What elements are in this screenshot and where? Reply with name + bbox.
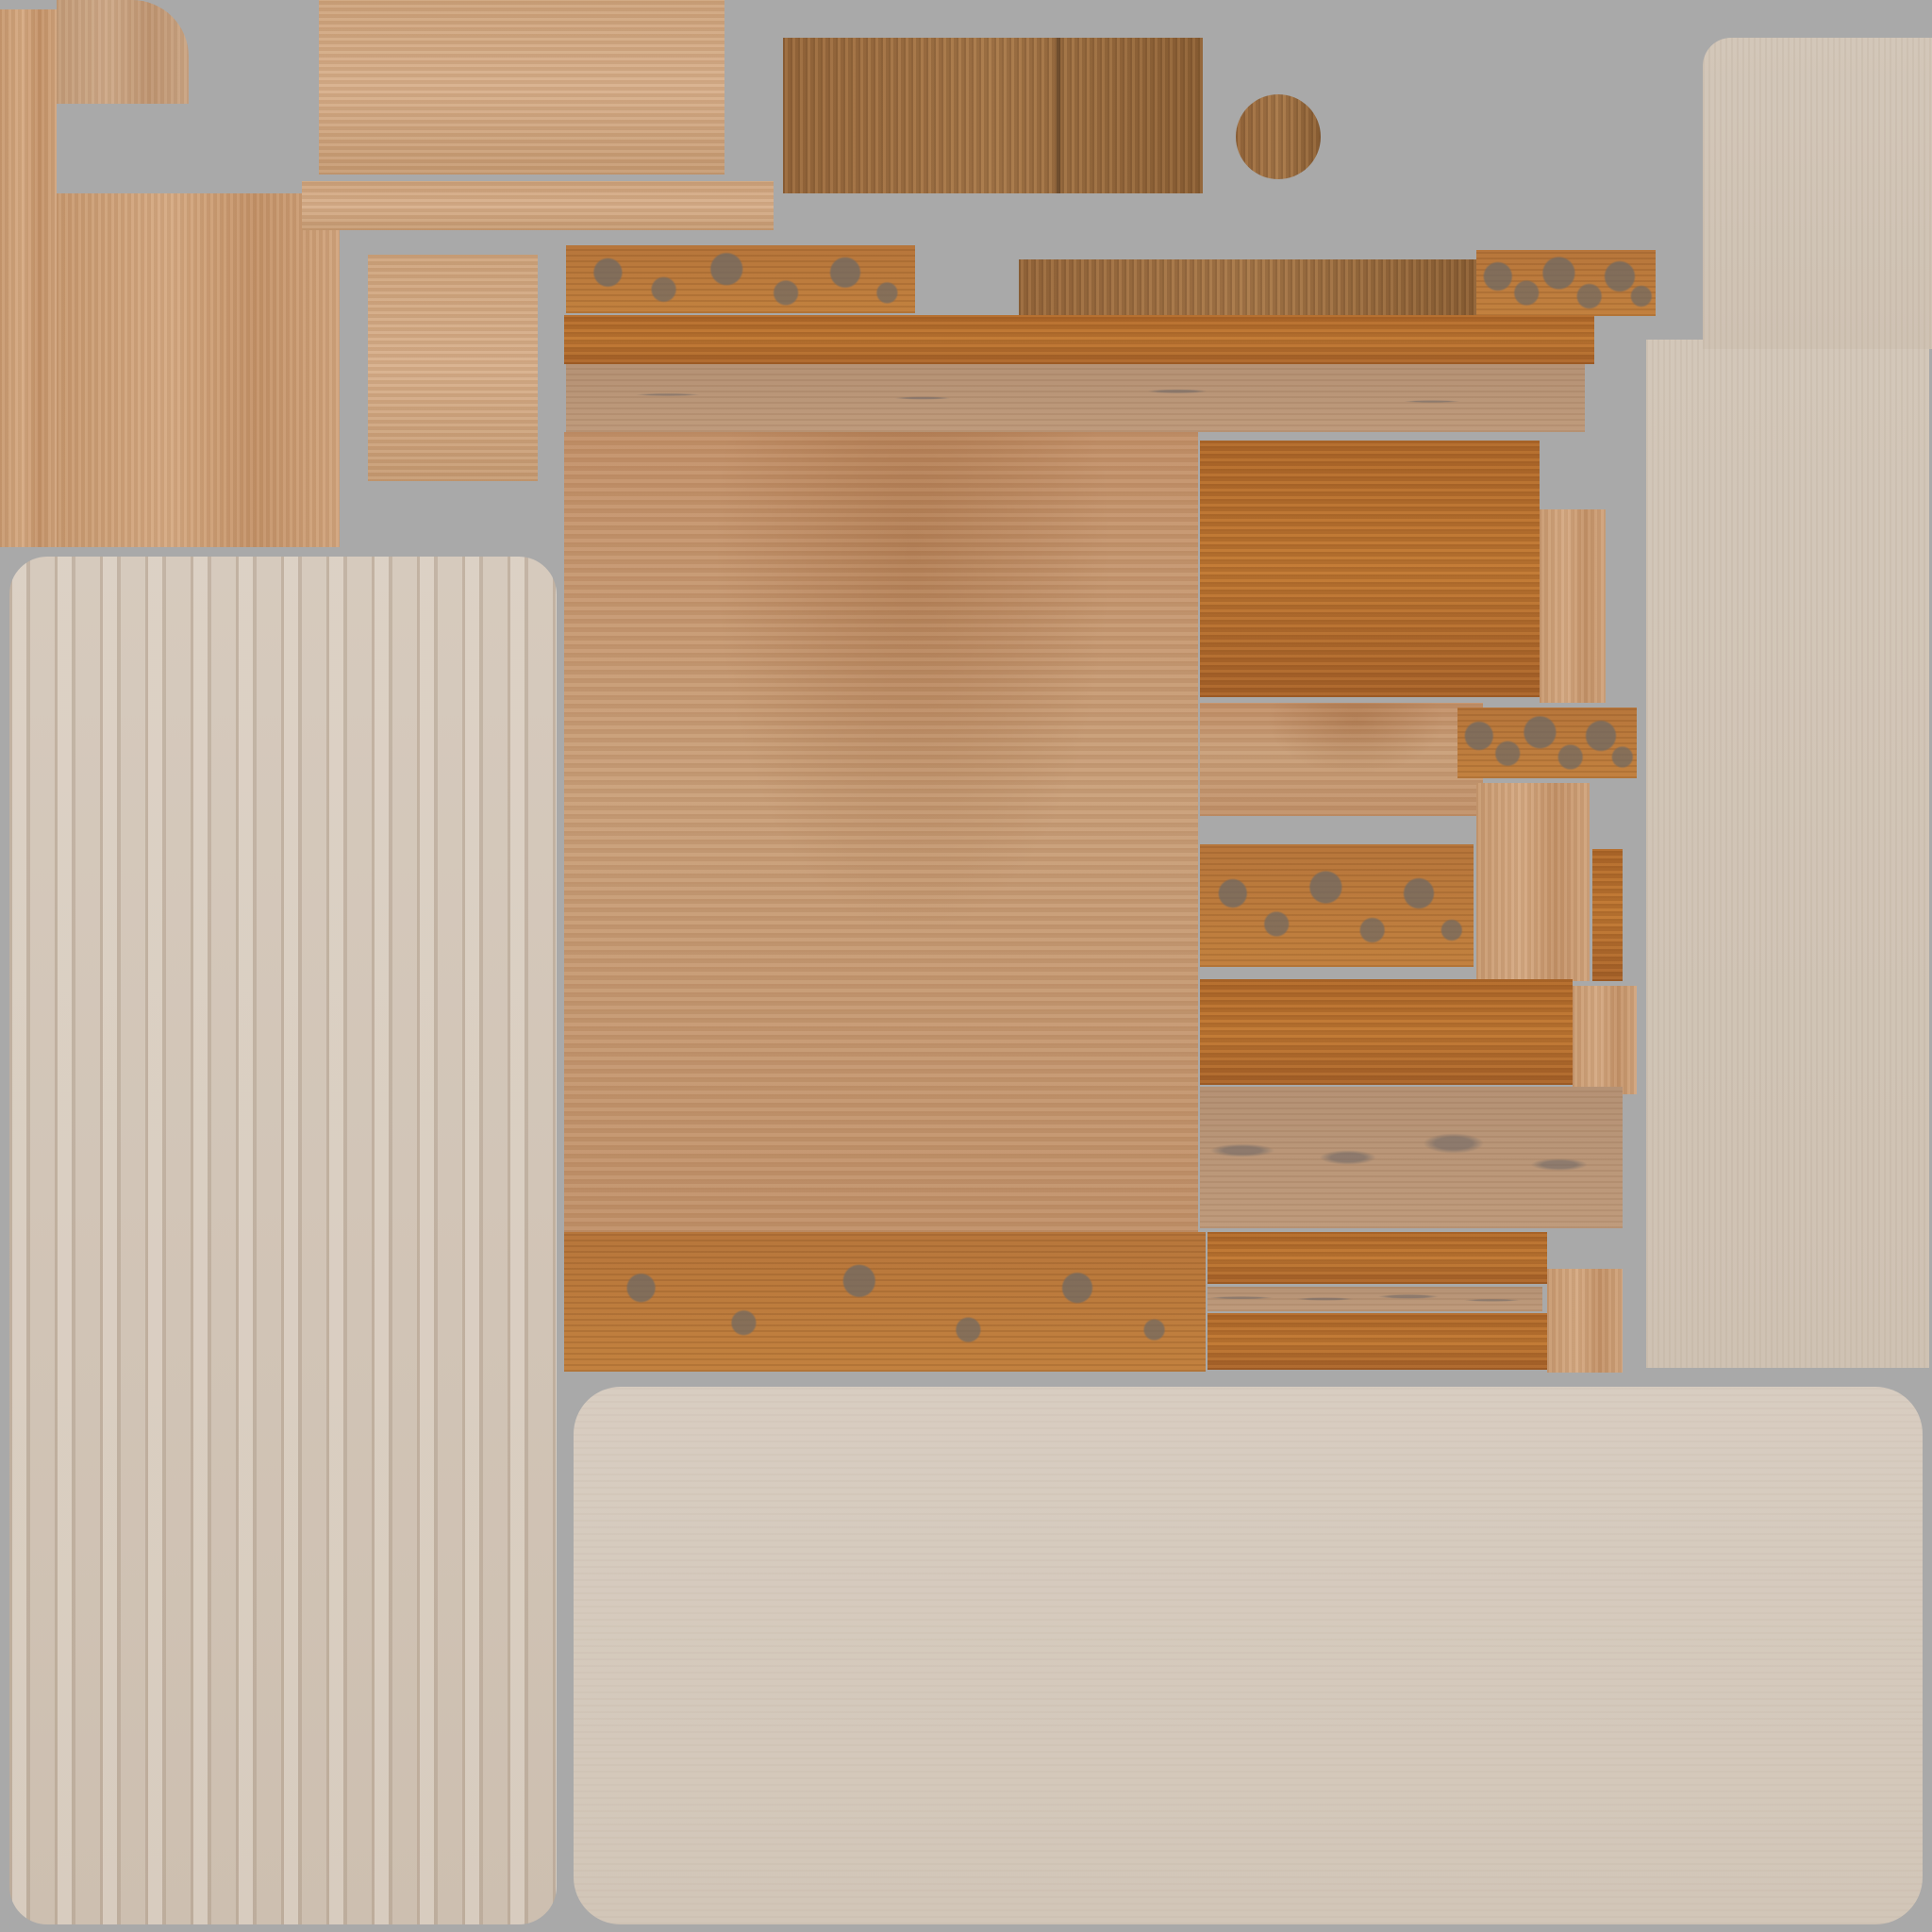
uv-island-orange-plank xyxy=(1200,979,1573,1085)
uv-island-dark-thin-plank xyxy=(1019,259,1476,316)
uv-island-pale-ribbed-left xyxy=(9,557,557,1924)
uv-island-grime-top-left xyxy=(566,245,915,313)
uv-island-light-vertical xyxy=(1540,509,1606,703)
uv-island-grey-bottom-strip xyxy=(1208,1287,1542,1311)
uv-island-grime-right-short xyxy=(1457,708,1637,778)
uv-island-main-face xyxy=(564,432,1198,1232)
uv-island-left-panel xyxy=(57,193,340,547)
uv-island-orange-block xyxy=(1200,441,1540,697)
uv-island-orange-bottom-2 xyxy=(1208,1313,1547,1370)
uv-island-grey-top-rail xyxy=(566,364,1585,432)
uv-island-middle-strip xyxy=(1200,703,1483,816)
uv-island-left-tall-strip xyxy=(0,9,57,547)
uv-island-light-bottom-stub xyxy=(1547,1269,1623,1373)
uv-island-pale-bottom-large xyxy=(574,1387,1923,1924)
uv-island-light-vertical-3 xyxy=(1573,986,1637,1094)
uv-island-top-thin-plank xyxy=(302,181,774,230)
uv-island-grime-mid xyxy=(1200,844,1474,967)
plank-seam xyxy=(1057,38,1060,193)
uv-island-dark-plank xyxy=(783,38,1203,193)
uv-island-grey-plank xyxy=(1200,1087,1623,1228)
uv-island-small-square xyxy=(368,255,538,481)
uv-island-left-corner xyxy=(57,0,189,104)
uv-island-dark-knob xyxy=(1236,94,1321,179)
uv-island-pale-right-top xyxy=(1703,38,1932,349)
uv-island-grime-bottom-rail xyxy=(564,1232,1206,1372)
uv-island-light-vertical-2 xyxy=(1476,783,1590,981)
uv-island-grime-top-right xyxy=(1476,250,1656,316)
uv-island-orange-small xyxy=(1592,849,1623,981)
uv-island-top-plank xyxy=(319,0,724,175)
uv-island-orange-top-rail xyxy=(564,315,1594,364)
uv-island-pale-right-column xyxy=(1646,340,1929,1368)
uv-island-orange-bottom-1 xyxy=(1208,1232,1547,1284)
